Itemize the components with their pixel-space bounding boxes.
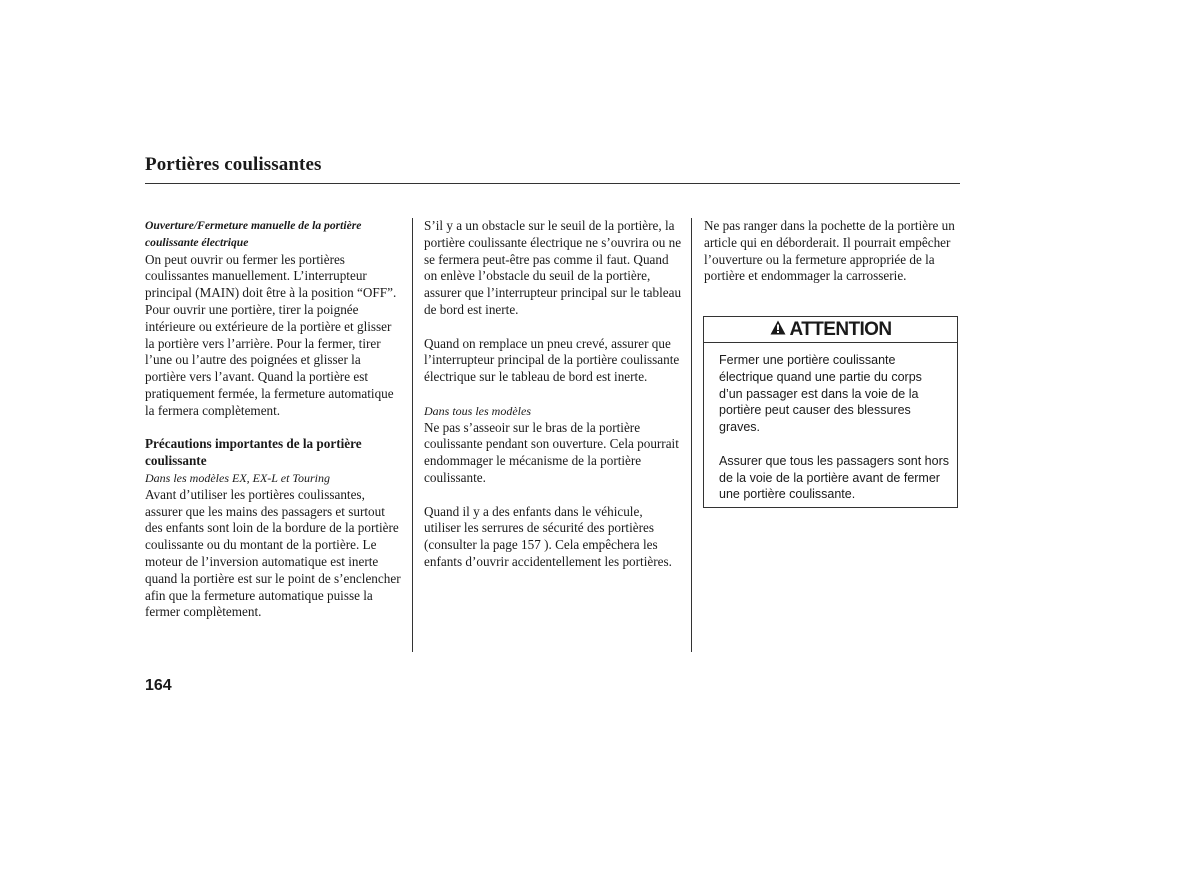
column-3 (704, 218, 960, 285)
paragraph-children: Quand il y a des enfants dans le véhicule, utiliser les serrures de sécurité des portières (consulter la page 157 ). Cela empêchera les enfants d’ouvrir accidentellement les portières. (424, 503, 672, 569)
warning-paragraph-1: Fermer une portière coulissante électrique quand une partie du corps d’un passager est dans la voie de la portière peut causer des blessures graves. (719, 353, 922, 435)
warning-body (719, 352, 949, 503)
warning-triangle-icon (770, 320, 786, 340)
section-heading-manual: Ouverture/Fermeture manuelle de la portière coulissante électrique (145, 219, 362, 249)
paragraph-precautions: Avant d’utiliser les portières coulissantes, assurer que les mains des passagers et surtout des enfants sont loin de la bordure de la portière coulissante ou du montant de la portière. Le moteur de l’inversion automatique est inerte quand la portière est sur le point de s’enclencher afin que la fermeture automatique puisse la fermer complètement. (145, 486, 401, 620)
column-2 (424, 218, 682, 571)
page-number: 164 (145, 677, 172, 694)
title-divider (145, 183, 960, 184)
paragraph-obstacle: S’il y a un obstacle sur le seuil de la portière, la portière coulissante électrique ne s’ouvrira ou ne se fermera peut-être pas comme il faut. Quand on enlève l’obstacle du seuil de la portière, assurer que l’interrupteur principal sur le tableau de bord est inerte. (424, 218, 682, 317)
column-divider-2 (691, 218, 692, 652)
column-1 (145, 218, 403, 621)
page-title: Portières coulissantes (145, 154, 322, 175)
paragraph-flat-tire: Quand on remplace un pneu crevé, assurer que l’interrupteur principal de la portière coulissante électrique sur le tableau de bord est inerte. (424, 335, 680, 385)
paragraph-pocket: Ne pas ranger dans la pochette de la portière un article qui en déborderait. Il pourrait empêcher l’ouverture ou la fermeture appropriée de la portière et endommager la carrosserie. (704, 218, 955, 284)
paragraph-manual-operation: On peut ouvrir ou fermer les portières coulissantes manuellement. L’interrupteur principal (MAIN) doit être à la position “OFF”. Pour ouvrir une portière, tirer la poignée intérieure ou extérieure de la portière et glisser la portière vers l’arrière. Pour la fermer, tirer l’une ou l’autre des poignées et glisser la portière vers l’avant. Quand la portière est pratiquement fermée, la fermeture automatique la fermera complètement. (145, 251, 397, 418)
column-divider-1 (412, 218, 413, 652)
subheading-models: Dans les modèles EX, EX-L et Touring (145, 470, 330, 485)
warning-title: ATTENTION (789, 318, 892, 340)
warning-paragraph-2: Assurer que tous les passagers sont hors de la voie de la portière avant de fermer une portière coulissante. (719, 453, 949, 502)
warning-box (703, 316, 958, 508)
section-heading-precautions: Précautions importantes de la portière coulissante (145, 436, 362, 469)
subheading-all-models: Dans tous les modèles (424, 403, 531, 418)
paragraph-arm: Ne pas s’asseoir sur le bras de la portière coulissante pendant son ouverture. Cela pourrait endommager le mécanisme de la portière coulissante. (424, 419, 679, 485)
warning-header (704, 317, 957, 343)
